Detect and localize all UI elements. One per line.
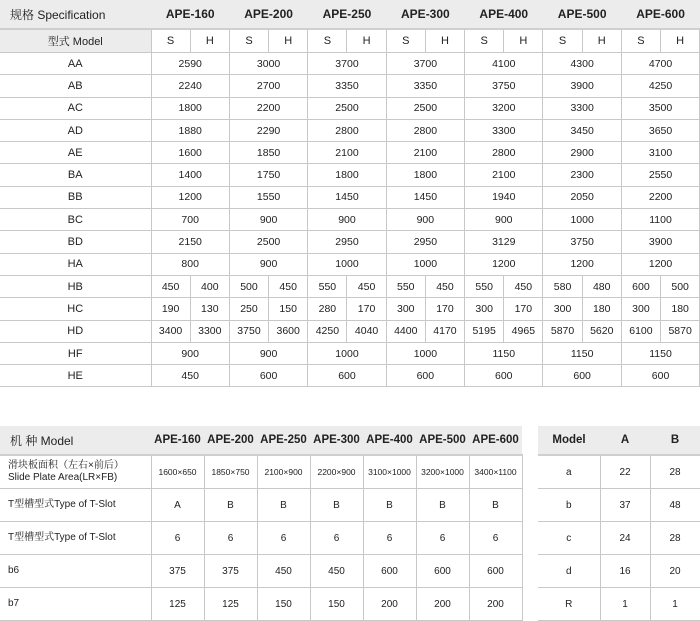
table-row [0, 209, 700, 231]
spec-value: 3750 [465, 75, 543, 97]
spec-value: 180 [661, 298, 700, 320]
machine-value: 125 [204, 588, 257, 621]
row-label: BC [0, 209, 151, 231]
sub-h: H [190, 29, 229, 53]
spec-value: 150 [269, 298, 308, 320]
spec-value: 600 [621, 365, 699, 387]
row-label [0, 588, 151, 621]
spec-value: 2700 [229, 75, 307, 97]
spec-value: 2200 [621, 186, 699, 208]
table-row [0, 97, 700, 119]
machine-value: A [151, 489, 204, 522]
spec-value: 170 [504, 298, 543, 320]
spec-value: 3300 [190, 320, 229, 342]
spec-value: 5870 [543, 320, 582, 342]
spec-value: 1000 [308, 342, 386, 364]
small-value: d [538, 555, 600, 588]
spec-value: 3500 [621, 97, 699, 119]
spec-value: 1150 [543, 342, 621, 364]
spec-value: 900 [151, 342, 229, 364]
spec-value: 3450 [543, 119, 621, 141]
spec-value: 1000 [386, 342, 464, 364]
spec-value: 480 [582, 275, 621, 297]
spec-value: 600 [229, 365, 307, 387]
small-value: 1 [600, 588, 650, 621]
spec-value: 1400 [151, 164, 229, 186]
spec-value: 3900 [621, 231, 699, 253]
spec-model-header: APE-300 [386, 0, 464, 29]
small-value: b [538, 489, 600, 522]
spec-value: 3750 [229, 320, 268, 342]
spec-value: 3129 [465, 231, 543, 253]
spec-value: 3700 [308, 53, 386, 75]
table-row [538, 555, 700, 588]
row-label: HE [0, 365, 151, 387]
machine-value: 200 [363, 588, 416, 621]
spec-value: 2200 [229, 97, 307, 119]
row-label [0, 489, 151, 522]
spec-value: 900 [229, 209, 307, 231]
spec-value: 900 [229, 253, 307, 275]
spec-value: 1600 [151, 142, 229, 164]
spec-value: 190 [151, 298, 190, 320]
sub-s: S [229, 29, 268, 53]
spec-value: 450 [269, 275, 308, 297]
spec-value: 450 [504, 275, 543, 297]
small-value: 28 [650, 522, 700, 555]
machine-value: 600 [469, 555, 522, 588]
table-row [0, 275, 700, 297]
table-row [0, 365, 700, 387]
spec-model-header: APE-400 [465, 0, 543, 29]
spec-value: 900 [386, 209, 464, 231]
sub-s: S [621, 29, 660, 53]
spec-subheader-label: 型式 Model [0, 29, 151, 53]
spec-value: 3700 [386, 53, 464, 75]
spec-value: 280 [308, 298, 347, 320]
machine-value: 200 [416, 588, 469, 621]
machine-value: 6 [151, 522, 204, 555]
table-row [538, 489, 700, 522]
spec-value: 2590 [151, 53, 229, 75]
small-value: a [538, 455, 600, 489]
table-row [0, 186, 700, 208]
spec-value: 1200 [543, 253, 621, 275]
machine-value: B [416, 489, 469, 522]
table-row [0, 75, 700, 97]
table-row [0, 320, 700, 342]
spec-value: 900 [308, 209, 386, 231]
sub-s: S [386, 29, 425, 53]
row-label: HC [0, 298, 151, 320]
machine-value: 150 [310, 588, 363, 621]
spec-value: 2100 [465, 164, 543, 186]
spec-value: 1150 [465, 342, 543, 364]
sub-h: H [269, 29, 308, 53]
spec-value: 170 [425, 298, 464, 320]
table-row [0, 588, 522, 621]
sub-s: S [308, 29, 347, 53]
table-row [538, 588, 700, 621]
spec-value: 600 [308, 365, 386, 387]
machine-value: 200 [469, 588, 522, 621]
spec-value: 450 [347, 275, 386, 297]
machine-value: 6 [416, 522, 469, 555]
spec-value: 3000 [229, 53, 307, 75]
small-header: Model [538, 426, 600, 455]
spec-model-header: APE-200 [229, 0, 307, 29]
spec-value: 170 [347, 298, 386, 320]
machine-value: 6 [204, 522, 257, 555]
spec-value: 1940 [465, 186, 543, 208]
spec-value: 6100 [621, 320, 660, 342]
spec-value: 1200 [151, 186, 229, 208]
row-label [0, 555, 151, 588]
small-header: A [600, 426, 650, 455]
spec-value: 300 [465, 298, 504, 320]
table-row [0, 253, 700, 275]
spec-value: 600 [465, 365, 543, 387]
row-label: HD [0, 320, 151, 342]
row-label: BA [0, 164, 151, 186]
small-value: 22 [600, 455, 650, 489]
spec-value: 2240 [151, 75, 229, 97]
row-label [0, 522, 151, 555]
spec-header-label: 规格 Specification [0, 0, 151, 29]
table-row [0, 455, 522, 489]
machine-value: B [469, 489, 522, 522]
spec-value: 900 [465, 209, 543, 231]
machine-value: 1850×750 [204, 455, 257, 489]
small-header: B [650, 426, 700, 455]
machine-value: 6 [469, 522, 522, 555]
spec-value: 1200 [465, 253, 543, 275]
machine-value: 3100×1000 [363, 455, 416, 489]
machine-value: 450 [310, 555, 363, 588]
spec-value: 1880 [151, 119, 229, 141]
spec-value: 1200 [621, 253, 699, 275]
spec-value: 3900 [543, 75, 621, 97]
spec-value: 600 [386, 365, 464, 387]
machine-value: 600 [416, 555, 469, 588]
small-value: 48 [650, 489, 700, 522]
machine-value: 2200×900 [310, 455, 363, 489]
spec-model-header: APE-600 [621, 0, 699, 29]
spec-value: 2800 [465, 142, 543, 164]
spec-value: 2800 [308, 119, 386, 141]
spec-value: 2100 [386, 142, 464, 164]
spec-value: 300 [621, 298, 660, 320]
sub-s: S [465, 29, 504, 53]
row-label-en: Slide Plate Area(LR×FB) [8, 472, 118, 483]
machine-value: 600 [363, 555, 416, 588]
row-label: HA [0, 253, 151, 275]
spec-value: 4250 [621, 75, 699, 97]
slot-dimension-table [538, 426, 700, 621]
spec-value: 1000 [308, 253, 386, 275]
small-value: c [538, 522, 600, 555]
spec-value: 2300 [543, 164, 621, 186]
row-label-cn: T型槽型式Type of T-Slot [8, 499, 116, 510]
table-row [0, 489, 522, 522]
spec-value: 4300 [543, 53, 621, 75]
spec-value: 500 [229, 275, 268, 297]
machine-model-header: APE-300 [310, 426, 363, 455]
spec-value: 180 [582, 298, 621, 320]
spec-value: 1800 [386, 164, 464, 186]
machine-value: 1600×650 [151, 455, 204, 489]
sub-h: H [425, 29, 464, 53]
machine-value: 375 [151, 555, 204, 588]
spec-value: 1450 [308, 186, 386, 208]
spec-value: 1000 [386, 253, 464, 275]
machine-table [0, 426, 523, 621]
spec-value: 3650 [621, 119, 699, 141]
table-row [0, 119, 700, 141]
table-row [0, 342, 700, 364]
row-label-cn: T型槽型式Type of T-Slot [8, 532, 116, 543]
row-label-cn: 滑块板面积（左右×前后） [8, 460, 124, 471]
spec-value: 3300 [543, 97, 621, 119]
spec-value: 1550 [229, 186, 307, 208]
spec-value: 300 [386, 298, 425, 320]
small-value: 16 [600, 555, 650, 588]
spec-value: 400 [190, 275, 229, 297]
machine-value: 150 [257, 588, 310, 621]
spec-value: 4040 [347, 320, 386, 342]
table-row [0, 231, 700, 253]
spec-value: 1100 [621, 209, 699, 231]
spec-value: 3200 [465, 97, 543, 119]
machine-value: 450 [257, 555, 310, 588]
spec-value: 250 [229, 298, 268, 320]
machine-model-header: APE-400 [363, 426, 416, 455]
table-row [538, 522, 700, 555]
spec-model-header: APE-160 [151, 0, 229, 29]
row-label: AD [0, 119, 151, 141]
row-label [0, 455, 151, 489]
spec-value: 5620 [582, 320, 621, 342]
row-label: AA [0, 53, 151, 75]
machine-value: 375 [204, 555, 257, 588]
spec-value: 900 [229, 342, 307, 364]
spec-value: 1800 [308, 164, 386, 186]
spec-value: 2500 [229, 231, 307, 253]
table-row [538, 455, 700, 489]
spec-value: 4400 [386, 320, 425, 342]
table-row [0, 555, 522, 588]
spec-value: 600 [543, 365, 621, 387]
spec-value: 450 [425, 275, 464, 297]
table-row [0, 164, 700, 186]
spec-value: 3400 [151, 320, 190, 342]
spec-value: 1450 [386, 186, 464, 208]
spec-value: 1800 [151, 97, 229, 119]
spec-value: 3300 [465, 119, 543, 141]
sub-h: H [504, 29, 543, 53]
row-label: AB [0, 75, 151, 97]
spec-value: 5195 [465, 320, 504, 342]
machine-value: B [257, 489, 310, 522]
sub-s: S [151, 29, 190, 53]
spec-value: 2550 [621, 164, 699, 186]
spec-value: 4700 [621, 53, 699, 75]
spec-value: 2950 [386, 231, 464, 253]
sub-h: H [582, 29, 621, 53]
spec-value: 600 [621, 275, 660, 297]
spec-value: 2100 [308, 142, 386, 164]
spec-value: 2290 [229, 119, 307, 141]
row-label: AC [0, 97, 151, 119]
spec-value: 450 [151, 365, 229, 387]
spec-value: 4100 [465, 53, 543, 75]
spec-value: 4250 [308, 320, 347, 342]
table-row [0, 298, 700, 320]
spec-value: 580 [543, 275, 582, 297]
spec-value: 1750 [229, 164, 307, 186]
machine-model-header: APE-160 [151, 426, 204, 455]
spec-value: 5870 [661, 320, 700, 342]
spec-value: 450 [151, 275, 190, 297]
machine-value: B [310, 489, 363, 522]
sub-h: H [661, 29, 700, 53]
machine-value: B [363, 489, 416, 522]
spec-subheader-row [0, 29, 700, 53]
spec-value: 3100 [621, 142, 699, 164]
spec-value: 3600 [269, 320, 308, 342]
row-label-cn: b7 [8, 598, 20, 609]
spec-value: 2950 [308, 231, 386, 253]
spec-value: 800 [151, 253, 229, 275]
row-label: HF [0, 342, 151, 364]
spec-model-header: APE-500 [543, 0, 621, 29]
table-row [0, 53, 700, 75]
small-value: 37 [600, 489, 650, 522]
small-value: 28 [650, 455, 700, 489]
machine-model-header: APE-250 [257, 426, 310, 455]
machine-value: 6 [257, 522, 310, 555]
machine-value: 125 [151, 588, 204, 621]
spec-value: 3750 [543, 231, 621, 253]
row-label-cn: b6 [8, 565, 20, 576]
spec-value: 550 [386, 275, 425, 297]
small-value: 24 [600, 522, 650, 555]
small-value: R [538, 588, 600, 621]
table-row [0, 142, 700, 164]
spec-value: 1850 [229, 142, 307, 164]
spec-value: 1000 [543, 209, 621, 231]
row-label: BB [0, 186, 151, 208]
spec-value: 500 [661, 275, 700, 297]
spec-value: 550 [465, 275, 504, 297]
row-label: AE [0, 142, 151, 164]
machine-model-header: APE-500 [416, 426, 469, 455]
spec-value: 2050 [543, 186, 621, 208]
table-row [0, 522, 522, 555]
sub-h: H [347, 29, 386, 53]
machine-value: 3400×1100 [469, 455, 522, 489]
spec-value: 4965 [504, 320, 543, 342]
machine-value: 6 [310, 522, 363, 555]
row-label: HB [0, 275, 151, 297]
spec-value: 550 [308, 275, 347, 297]
spec-value: 2900 [543, 142, 621, 164]
spec-value: 700 [151, 209, 229, 231]
machine-value: B [204, 489, 257, 522]
spec-value: 1150 [621, 342, 699, 364]
machine-model-header: APE-200 [204, 426, 257, 455]
spec-model-header: APE-250 [308, 0, 386, 29]
spec-value: 2500 [308, 97, 386, 119]
spec-value: 300 [543, 298, 582, 320]
spec-value: 2800 [386, 119, 464, 141]
machine-model-header: APE-600 [469, 426, 522, 455]
spec-value: 4170 [425, 320, 464, 342]
sub-s: S [543, 29, 582, 53]
spec-value: 3350 [308, 75, 386, 97]
spec-value: 2150 [151, 231, 229, 253]
spec-value: 2500 [386, 97, 464, 119]
row-label: BD [0, 231, 151, 253]
spec-value: 130 [190, 298, 229, 320]
machine-value: 2100×900 [257, 455, 310, 489]
machine-value: 6 [363, 522, 416, 555]
small-value: 1 [650, 588, 700, 621]
machine-value: 3200×1000 [416, 455, 469, 489]
small-value: 20 [650, 555, 700, 588]
spec-value: 3350 [386, 75, 464, 97]
machine-header-label: 机 种 Model [0, 426, 151, 455]
